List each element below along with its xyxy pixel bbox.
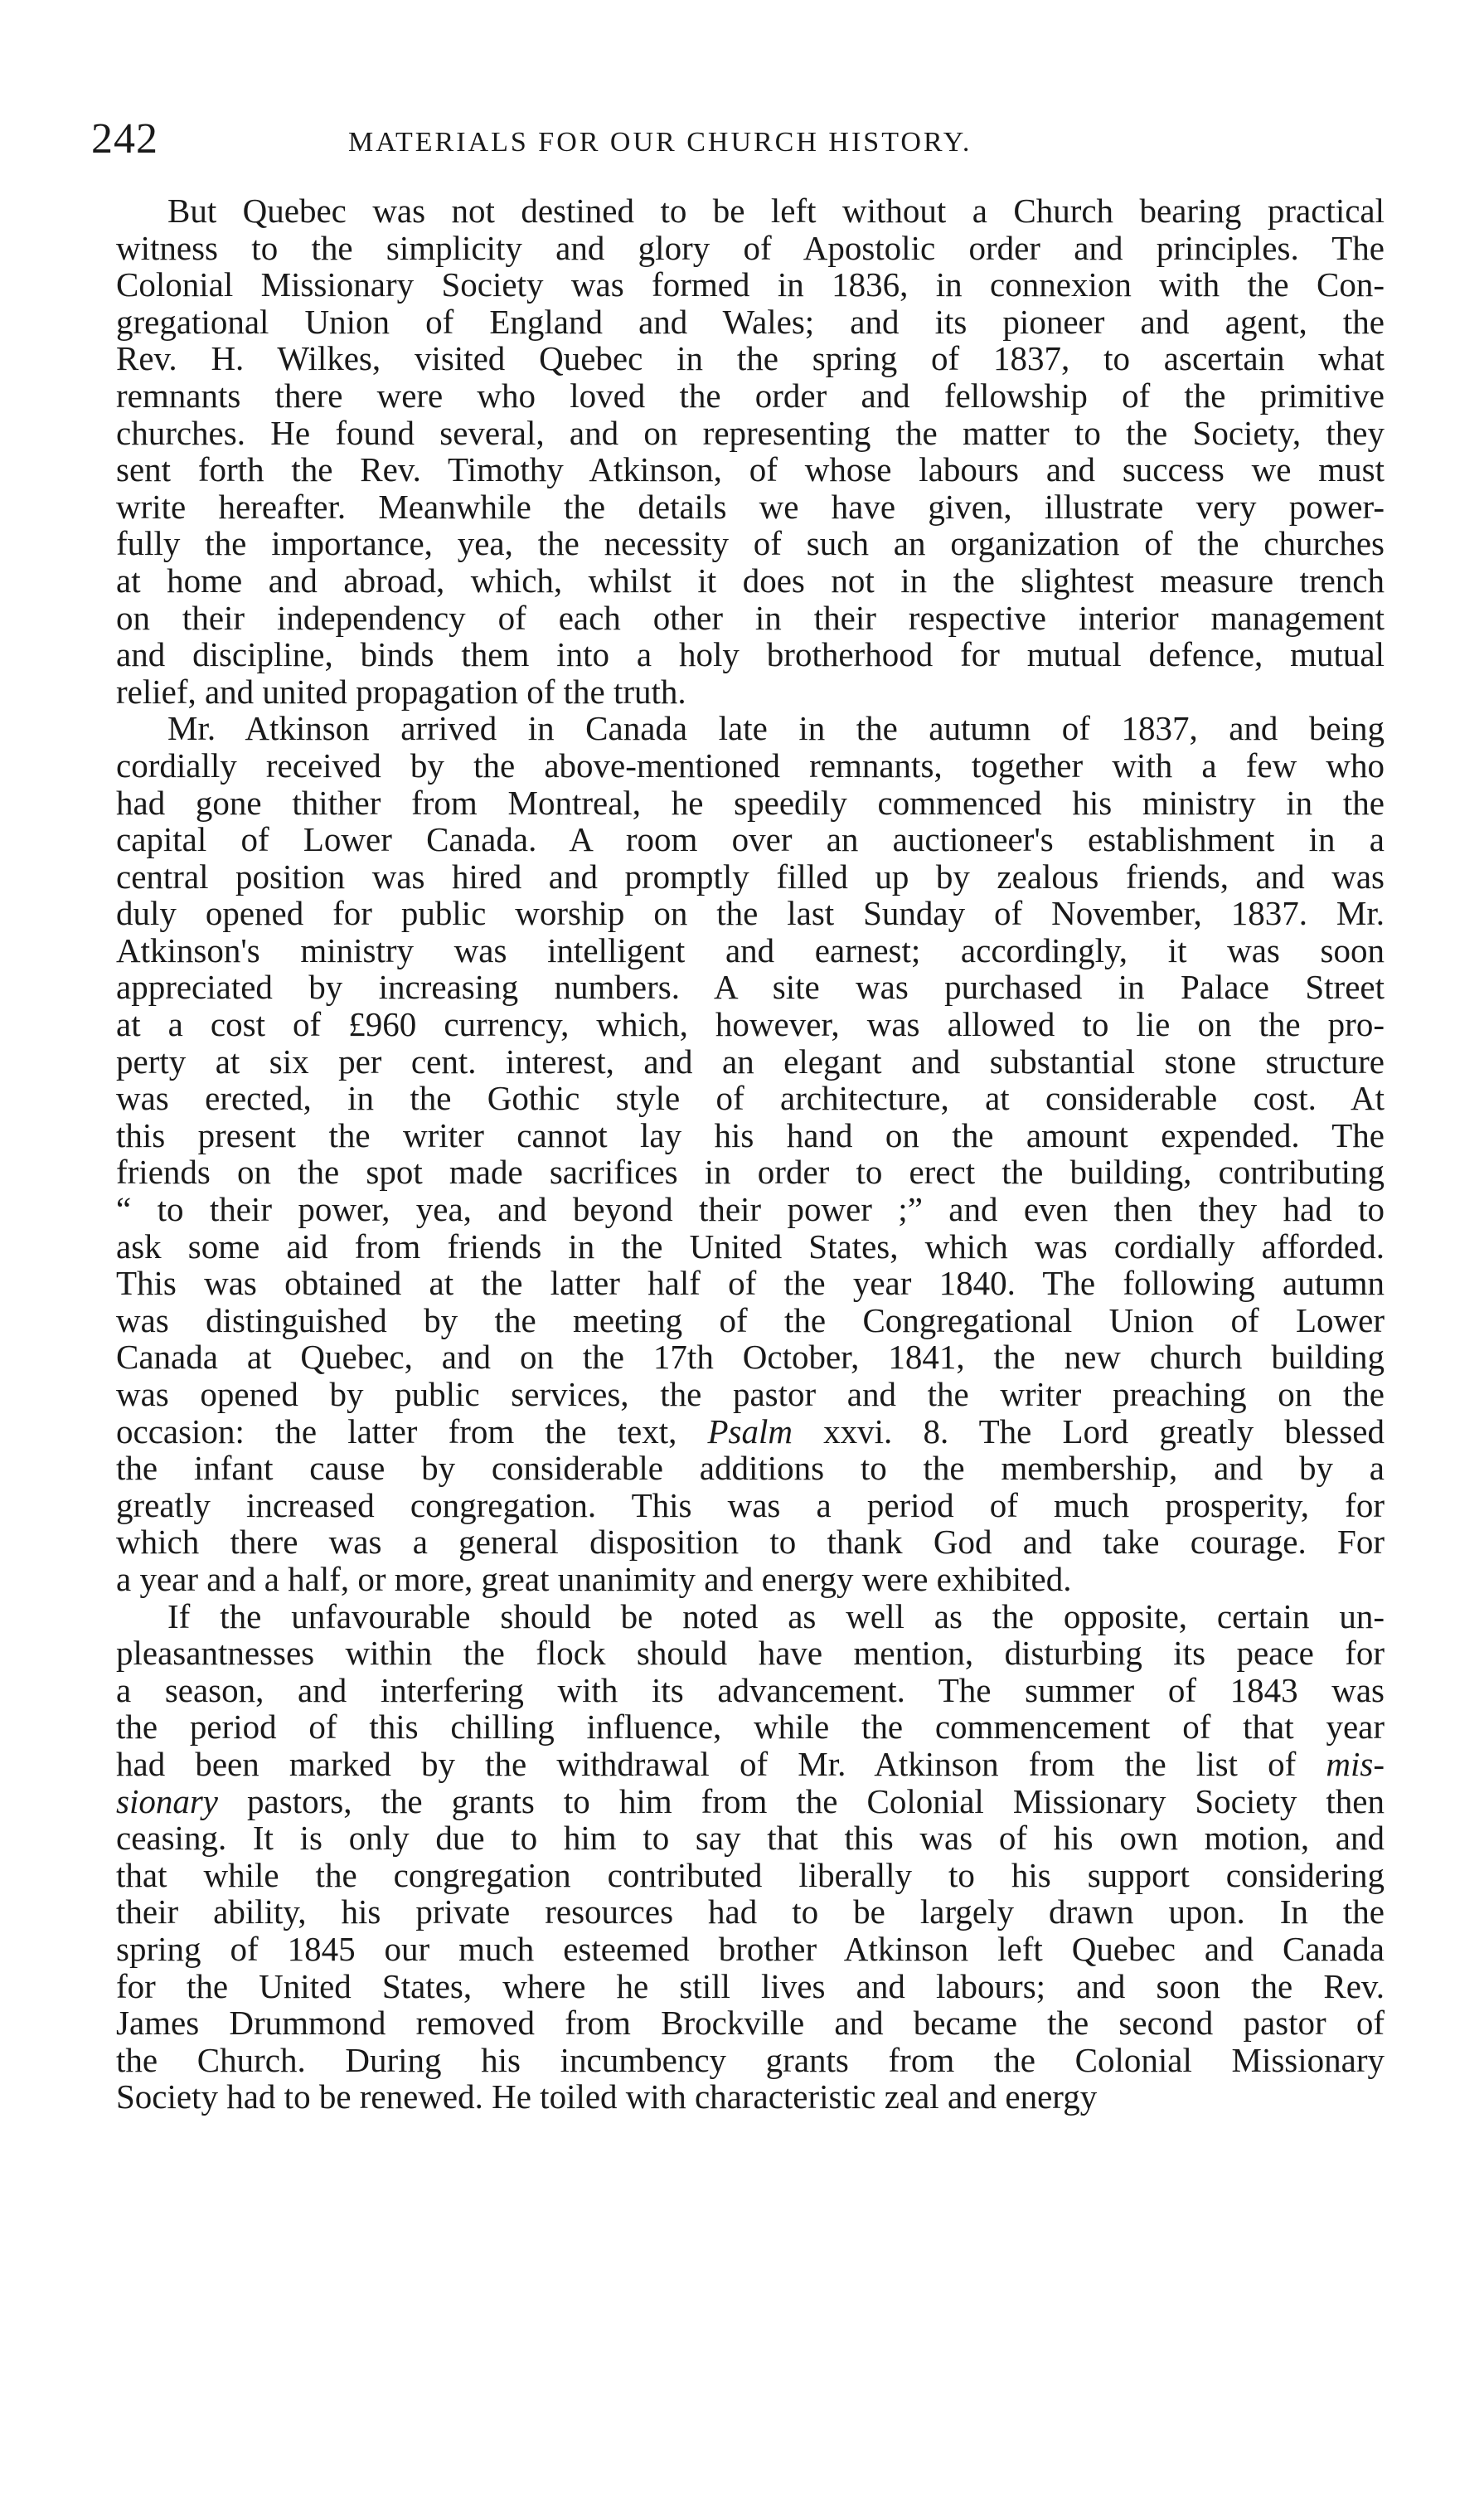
text-line: which there was a general disposition to thank God and take courage. For [116,1523,1385,1562]
text-line: spring of 1845 our much esteemed brother Atkinson left Quebec and Canada [116,1929,1385,1968]
text-line: sent forth the Rev. Timothy Atkinson, of whose labours and success we must [116,450,1385,489]
text-line: perty at six per cent. interest, and an elegant and substantial stone structure [116,1042,1385,1081]
text-line: capital of Lower Canada. A room over an auctioneer's establishment in a [116,820,1385,859]
text-line: occasion: the latter from the text, Psalm xxvi. 8. The Lord greatly blessed [116,1411,1385,1450]
body-text [116,192,1385,2116]
text-line: at home and abroad, which, whilst it does not in the slightest measure trench [116,561,1385,600]
running-title: MATERIALS FOR OUR CHURCH HISTORY. [348,127,972,158]
running-head [91,114,1385,172]
text-line: pleasantnesses within the flock should have mention, disturbing its peace for [116,1634,1385,1673]
text-line: their ability, his private resources had to be largely drawn upon. In the [116,1893,1385,1931]
text-line: ask some aid from friends in the United States, which was cordially afforded. [116,1227,1385,1266]
text-line: Canada at Quebec, and on the 17th October, 1841, the new church building [116,1338,1385,1377]
text-line: the infant cause by considerable additions to the membership, and by a [116,1449,1385,1488]
text-line: sionary pastors, the grants to him from the Colonial Missionary Society then [116,1781,1385,1820]
text-line: central position was hired and promptly filled up by zealous friends, and was [116,857,1385,896]
text-line: was opened by public services, the pastor and the writer preaching on the [116,1375,1385,1413]
text-line: “ to their power, yea, and beyond their power ;” and even then they had to [116,1190,1385,1229]
text-line: ceasing. It is only due to him to say that this was of his own motion, and [116,1819,1385,1858]
text-line: greatly increased congregation. This was a period of much prosperity, for [116,1485,1385,1524]
text-line: Colonial Missionary Society was formed in 1836, in connexion with the Con- [116,265,1385,304]
text-line: write hereafter. Meanwhile the details we have given, illustrate very power- [116,487,1385,526]
text-line: If the unfavourable should be noted as well as the opposite, certain un- [167,1596,1385,1635]
text-line: appreciated by increasing numbers. A site was purchased in Palace Street [116,968,1385,1007]
text-line: witness to the simplicity and glory of Apostolic order and principles. The [116,228,1385,267]
text-line: Rev. H. Wilkes, visited Quebec in the spring of 1837, to ascertain what [116,339,1385,378]
paragraph [116,1598,1385,2116]
text-line: for the United States, where he still lives and labours; and soon the Rev. [116,1966,1385,2005]
text-line: Atkinson's ministry was intelligent and earnest; accordingly, it was soon [116,930,1385,969]
text-line: that while the congregation contributed liberally to his support considering [116,1855,1385,1894]
paragraph [116,710,1385,1597]
text-line: at a cost of £960 currency, which, however, was allowed to lie on the pro- [116,1005,1385,1044]
text-line: This was obtained at the latter half of the year 1840. The following autumn [116,1264,1385,1303]
text-line: fully the importance, yea, the necessity of such an organization of the churches [116,524,1385,563]
text-line: was distinguished by the meeting of the Congregational Union of Lower [116,1300,1385,1339]
text-line: But Quebec was not destined to be left without a Church bearing practical [167,192,1385,230]
text-line: cordially received by the above-mentioned remnants, together with a few who [116,746,1385,785]
text-line: and discipline, binds them into a holy brotherhood for mutual defence, mutual [116,635,1385,674]
text-line: had been marked by the withdrawal of Mr. Atkinson from the list of mis- [116,1744,1385,1783]
text-line: friends on the spot made sacrifices in order to erect the building, contributing [116,1153,1385,1192]
text-line: on their independency of each other in their respective interior management [116,598,1385,637]
text-line: was erected, in the Gothic style of architecture, at considerable cost. At [116,1079,1385,1118]
text-line: remnants there were who loved the order and fellowship of the primitive [116,376,1385,415]
text-line: James Drummond removed from Brockville and became the second pastor of [116,2004,1385,2043]
text-line: Mr. Atkinson arrived in Canada late in the autumn of 1837, and being [167,709,1385,748]
paragraph [116,192,1385,710]
text-line: churches. He found several, and on representing the matter to the Society, they [116,413,1385,452]
page-number: 242 [91,115,158,163]
text-line: had gone thither from Montreal, he speedily commenced his ministry in the [116,783,1385,822]
text-line: this present the writer cannot lay his hand on the amount expended. The [116,1115,1385,1154]
text-line: the Church. During his incumbency grants from the Colonial Missionary [116,2040,1385,2079]
text-line: a season, and interfering with its advancement. The summer of 1843 was [116,1670,1385,1709]
text-line: relief, and united propagation of the truth. [116,672,686,711]
text-line: duly opened for public worship on the last Sunday of November, 1837. Mr. [116,894,1385,933]
text-line: Society had to be renewed. He toiled with characteristic zeal and energy [116,2077,1098,2116]
text-line: gregational Union of England and Wales; and its pioneer and agent, the [116,302,1385,341]
text-line: the period of this chilling influence, while the commencement of that year [116,1708,1385,1747]
text-line: a year and a half, or more, great unanimity and energy were exhibited. [116,1559,1072,1598]
